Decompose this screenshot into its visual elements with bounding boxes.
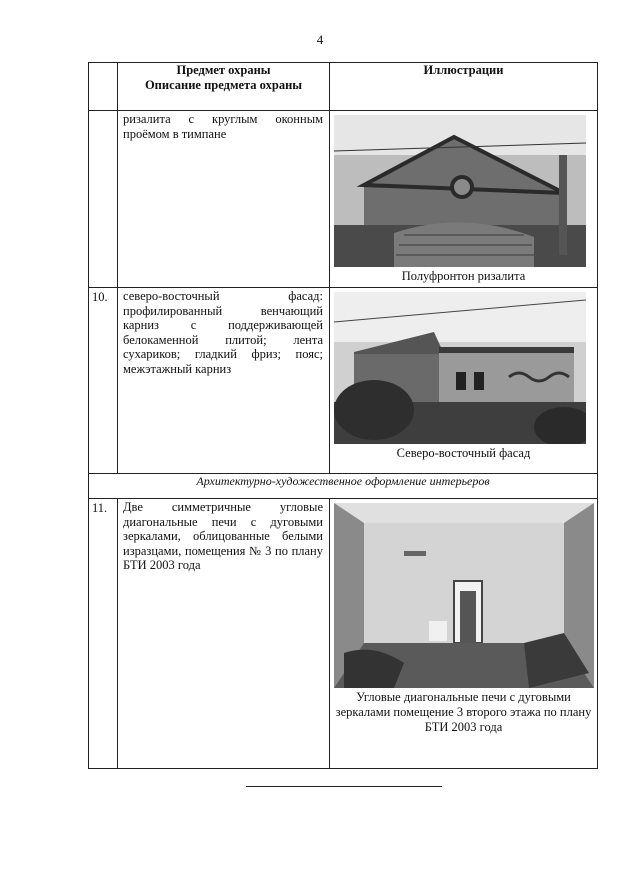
table-row — [89, 288, 598, 474]
footer-divider — [246, 786, 442, 787]
photo-interior-image — [334, 503, 594, 688]
row-number: 10. — [89, 288, 118, 474]
illustration-cell — [330, 288, 598, 474]
row-description: северо-восточный фасад: профилированный венчающий карниз с поддерживающей белокаменной плитой; лента сухариков; гладкий фриз; пояс; межэтажный карниз — [118, 288, 330, 474]
table-header-row — [89, 63, 598, 111]
page-number: 4 — [316, 32, 324, 47]
header-subject-cell — [118, 63, 330, 111]
table-row — [89, 499, 598, 769]
header-subject-line1: Предмет охраны — [176, 63, 271, 77]
row-number: 11. — [89, 499, 118, 769]
section-title: Архитектурно-художественное оформление интерьеров — [89, 474, 598, 499]
row-description: ризалита с круглым оконным проёмом в тимпане — [118, 111, 330, 288]
table-row — [89, 111, 598, 288]
header-subject-line2: Описание предмета охраны — [144, 78, 303, 92]
protection-table — [88, 62, 598, 769]
header-number-cell — [89, 63, 118, 111]
row-description: Две симметричные угловые диагональные печи с дуговыми зеркалами, облицованные белыми изразцами, помещения № 3 по плану БТИ 2003 года — [118, 499, 330, 769]
photo-facade-image — [334, 292, 586, 444]
illustration-cell — [330, 111, 598, 288]
photo-gable-image — [334, 115, 586, 267]
section-row — [89, 474, 598, 499]
header-illustrations-cell: Иллюстрации — [330, 63, 598, 111]
photo-caption: Северо-восточный фасад — [396, 446, 531, 460]
illustration-cell — [330, 499, 598, 769]
photo-caption: Угловые диагональные печи с дуговыми зеркалами помещение 3 второго этажа по плану БТИ 2003 года — [335, 690, 592, 734]
photo-caption: Полуфронтон ризалита — [401, 269, 526, 283]
row-number — [89, 111, 118, 288]
